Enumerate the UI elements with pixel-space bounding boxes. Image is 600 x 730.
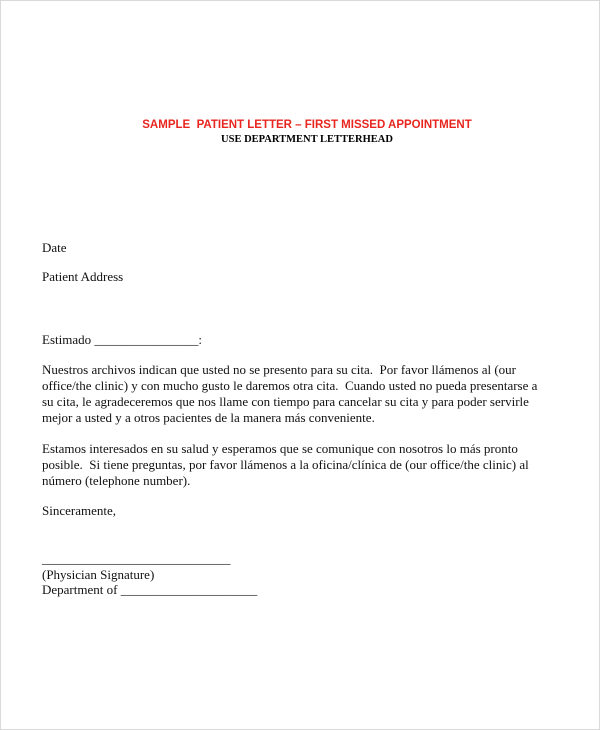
date-line: Date bbox=[42, 240, 67, 255]
paragraph-1-line-4: mejor a usted y a otros pacientes de la manera más conveniente. bbox=[42, 410, 375, 425]
paragraph-1-line-3: su cita, le agradeceremos que nos llame con tiempo para cancelar su cita y para poder servirle bbox=[42, 394, 529, 409]
signature-label: (Physician Signature) bbox=[42, 567, 155, 582]
paragraph-1-line-1: Nuestros archivos indican que usted no se presento para su cita. Por favor llámenos al (our bbox=[42, 362, 517, 377]
department-line: Department of _____________________ bbox=[42, 582, 258, 597]
letter-title: SAMPLE PATIENT LETTER – FIRST MISSED APPOINTMENT bbox=[142, 119, 472, 131]
paragraph-1-line-2: office/the clinic) y con mucho gusto le daremos otra cita. Cuando usted no pueda presentarse a bbox=[42, 378, 538, 393]
salutation: Estimado ________________: bbox=[42, 332, 202, 347]
patient-address-line: Patient Address bbox=[42, 269, 124, 284]
paragraph-2-line-2: posible. Si tiene preguntas, por favor llámenos a la oficina/clínica de (our office/the clinic) al bbox=[42, 457, 529, 472]
closing: Sinceramente, bbox=[42, 503, 116, 518]
paragraph-2-line-1: Estamos interesados en su salud y esperamos que se comunique con nosotros lo más pronto bbox=[42, 441, 518, 456]
paragraph-2-line-3: número (telephone number). bbox=[42, 473, 191, 488]
letterhead-note: USE DEPARTMENT LETTERHEAD bbox=[221, 134, 393, 145]
signature-line: _____________________________ bbox=[42, 551, 231, 566]
